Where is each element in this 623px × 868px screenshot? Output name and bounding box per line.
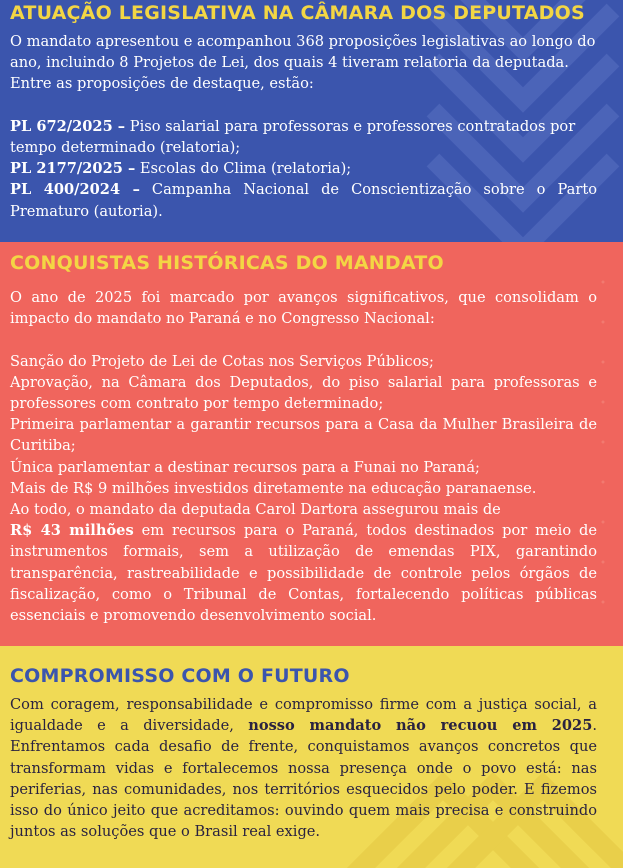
proposicao-item xyxy=(10,116,597,158)
section-title: ATUAÇÃO LEGISLATIVA NA CÂMARA DOS DEPUTADOS xyxy=(10,2,585,24)
conquista-item: Aprovação, na Câmara dos Deputados, do piso salarial para professoras e professores com contrato por tempo determinado; xyxy=(10,373,597,412)
intro-paragraph: O ano de 2025 foi marcado por avanços significativos, que consolidam o impacto do mandato no Paraná e no Congresso Nacional: xyxy=(10,289,597,328)
closing-paragraph xyxy=(10,520,597,626)
proposicao-code: PL 672/2025 – xyxy=(10,117,126,135)
text-part: . Enfrentamos cada desafio de frente, conquistamos avanços concretos que transformam vidas e fortalecemos nossa presença onde o povo está: nas periferias, nas comunidades, nos territórios esquecidos pelo poder. E fizemos isso do único jeito que acreditamos: ouvindo quem mais precisa e construindo juntos as soluções que o Brasil real exige. xyxy=(10,717,597,841)
proposicao-code: PL 400/2024 – xyxy=(10,181,140,199)
section-title: CONQUISTAS HISTÓRICAS DO MANDATO xyxy=(10,252,444,274)
proposicao-text: Escolas do Clima (relatoria); xyxy=(135,160,352,178)
section-body xyxy=(10,31,597,222)
proposicao-text: Piso salarial para professoras e professores contratados por tempo determinado (relatoria); xyxy=(10,117,576,156)
section-body xyxy=(10,287,597,626)
conquista-item: Primeira parlamentar a garantir recursos para a Casa da Mulher Brasileira de Curitiba; xyxy=(10,416,597,455)
highlight-amount: R$ 43 milhões xyxy=(10,522,134,540)
proposicao-item xyxy=(10,158,597,179)
section-conquistas xyxy=(0,242,623,646)
section-body xyxy=(10,694,597,842)
conquista-item: Sanção do Projeto de Lei de Cotas nos Serviços Públicos; xyxy=(10,352,434,370)
section-compromisso-futuro xyxy=(0,646,623,868)
closing-text: em recursos para o Paraná, todos destinados por meio de instrumentos formais, sem a utilização de emendas PIX, garantindo transparência, rastreabilidade e possibilidade de controle pelos órgãos de fiscalização, como o Tribunal de Contas, fortalecendo políticas públicas essenciais e promovendo desenvolvimento social. xyxy=(10,522,597,625)
intro-paragraph: O mandato apresentou e acompanhou 368 proposições legislativas ao longo do ano, incluindo 8 Projetos de Lei, dos quais 4 tiveram relatoria da deputada. Entre as proposições de destaque, estão: xyxy=(10,33,596,93)
closing-lead: Ao todo, o mandato da deputada Carol Dartora assegurou mais de xyxy=(10,501,501,519)
highlight-text: nosso mandato não recuou em 2025 xyxy=(248,717,593,735)
closing-paragraph xyxy=(10,694,597,842)
text-part: Com coragem, responsabilidade e compromisso firme com a justiça social, a igualdade e a diversidade, xyxy=(10,696,597,735)
conquista-item: Única parlamentar a destinar recursos para a Funai no Paraná; xyxy=(10,458,480,476)
section-atuacao-legislativa xyxy=(0,0,623,242)
proposicao-item xyxy=(10,179,597,221)
section-title: COMPROMISSO COM O FUTURO xyxy=(10,665,350,687)
proposicao-text: Campanha Nacional de Conscientização sobre o Parto Prematuro (autoria). xyxy=(10,181,597,220)
conquista-item: Mais de R$ 9 milhões investidos diretamente na educação paranaense. xyxy=(10,479,537,497)
proposicao-code: PL 2177/2025 – xyxy=(10,160,136,178)
